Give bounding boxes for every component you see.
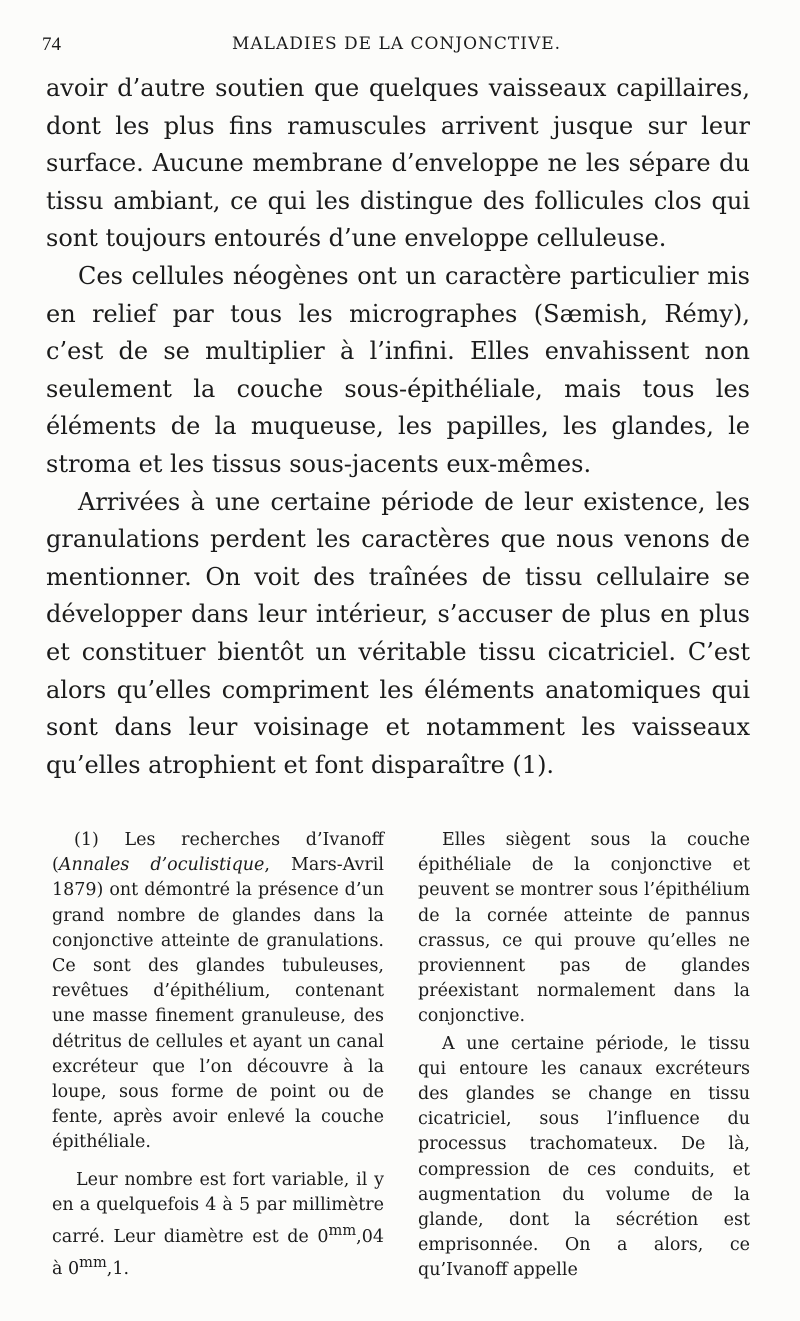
footnote-column-right	[418, 828, 750, 1284]
footnote-location: Elles siègent sous la couche épithéliale de la conjonctive et peuvent se montrer sous l’épithélium de la cornée atteinte de pannus crassus, ce qui prouve qu’elles ne proviennent pas de glandes préexistant normalement dans la conjonctive.	[418, 830, 750, 1027]
page-number: 74	[42, 34, 61, 55]
running-head: MALADIES DE LA CONJONCTIVE.	[232, 34, 562, 54]
footnote-count: Leur nombre est fort variable, il y en a quelquefois 4 à 5 par millimètre carré. Leur diamètre est de $0^{mm},04$ à $0^{mm},1$.	[52, 1169, 384, 1279]
journal-title: Annales d’oculistique	[58, 855, 265, 876]
footnote-1: (1) Les recherches d’Ivanoff (Annales d’oculistique, Mars-Avril 1879) ont démontré la présence d’un grand nombre de glandes dans la conjonctive atteinte de granulations. Ce sont des glandes tubuleuses, revêtues d’épithélium, contenant une masse finement granuleuse, des détritus de cellules et ayant un canal excréteur que l’on découvre à la loupe, sous forme de point ou de fente, après avoir enlevé la couche épithéliale.	[52, 830, 384, 1153]
paragraph-cells: Ces cellules néogènes ont un caractère particulier mis en relief par tous les micrographes (Sæmish, Rémy), c’est de se multiplier à l’infini. Elles envahissent non seulement la couche sous-épithéliale, mais tous les éléments de la muqueuse, les papilles, les glandes, le stroma et les tissus sous-jacents eux-mêmes.	[46, 261, 750, 478]
paragraph-continuation: avoir d’autre soutien que quelques vaisseaux capillaires, dont les plus fins ramuscules arrivent jusque sur leur surface. Aucune membrane d’enveloppe ne les sépare du tissu ambiant, ce qui les distingue des follicules clos qui sont toujours entourés d’une enveloppe celluleuse.	[46, 74, 750, 253]
page-header	[42, 32, 562, 56]
footnote-column-left	[52, 828, 384, 1282]
paragraph-granulations: Arrivées à une certaine période de leur existence, les granulations perdent les caractères que nous venons de mentionner. On voit des traînées de tissu cellulaire se développer dans leur intérieur, s’accuser de plus en plus et constituer bientôt un véritable tissu cicatriciel. C’est alors qu’elles compriment les éléments anatomiques qui sont dans leur voisinage et notamment les vaisseaux qu’elles atrophient et font disparaître (1).	[46, 487, 750, 779]
main-text	[46, 70, 750, 784]
footnote-cicatricial: A une certaine période, le tissu qui entoure les canaux excréteurs des glandes se change en tissu cicatriciel, sous l’influence du processus trachomateux. De là, compression de ces conduits, et augmentation du volume de la glande, dont la sécrétion est emprisonnée. On a alors, ce qu’Ivanoff appelle	[418, 1033, 750, 1281]
